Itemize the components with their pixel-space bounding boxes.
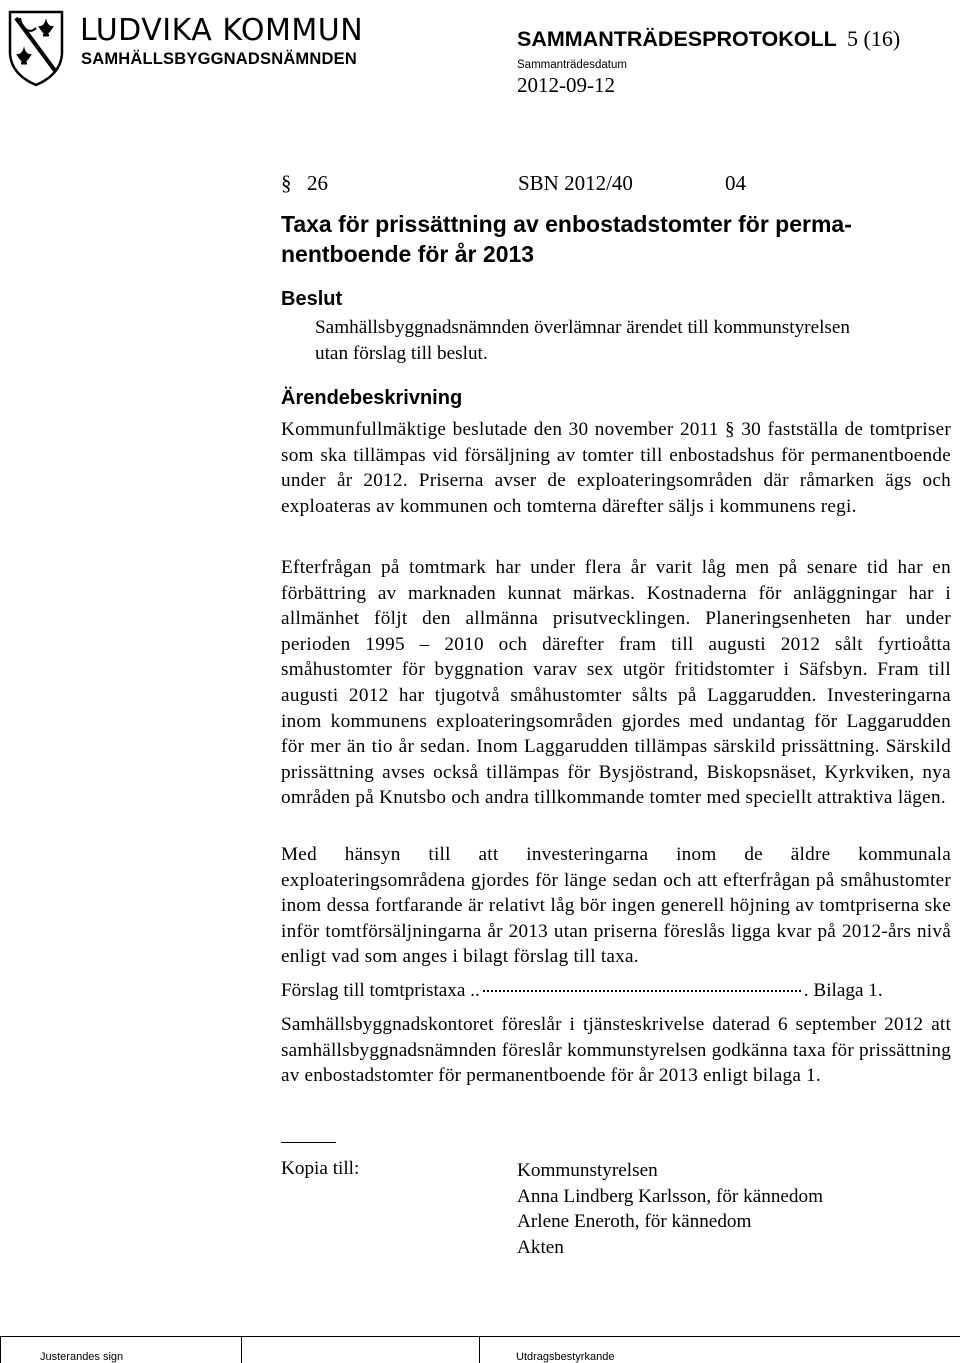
- beslut-line-2: utan förslag till beslut.: [315, 342, 488, 364]
- document-type: SAMMANTRÄDESPROTOKOLL: [517, 27, 837, 51]
- date-label: Sammanträdesdatum: [517, 59, 627, 71]
- case-number: SBN 2012/40: [518, 171, 633, 195]
- meeting-date: 2012-09-12: [517, 73, 615, 97]
- forslag-line: [281, 978, 951, 1004]
- list-item: Arlene Eneroth, för kännedom: [517, 1211, 752, 1233]
- title-line-2: nentboende för år 2013: [281, 241, 535, 267]
- forslag-bilaga: . Bilaga 1.: [803, 980, 883, 1001]
- arende-paragraph-1: Kommunfullmäktige beslutade den 30 november 2011 § 30 fastställa de tomtpriser som ska tillämpas vid försäljning av tomter till enbostadshus för permanentboende under år 2012. Priserna avser de exploateringsområden där råmarken ägs och exploateras av kommunen och tomterna därefter säljs i kommunens regi.: [281, 419, 951, 517]
- kopia-label: Kopia till:: [281, 1158, 360, 1179]
- arende-paragraph-2: [281, 555, 951, 811]
- title-line-1: Taxa för prissättning av enbostadstomter för perma-: [281, 211, 852, 237]
- divider: [281, 1142, 336, 1143]
- list-item: Kommunstyrelsen: [517, 1160, 658, 1181]
- footer-rule: [0, 1336, 960, 1337]
- municipal-crest-icon: [6, 8, 66, 88]
- forslag-label: Förslag till tomtpristaxa ..: [281, 980, 480, 1001]
- paragraph-sign: §: [281, 171, 292, 195]
- kopia-list: [517, 1158, 823, 1261]
- paragraph-number: 26: [307, 171, 328, 195]
- org-department: SAMHÄLLSBYGGNADSNÄMNDEN: [81, 50, 357, 68]
- footer-cell: [0, 1336, 1, 1363]
- page-title: [281, 209, 941, 269]
- arende-paragraph-2a: Efterfrågan på tomtmark har under flera år varit låg men på senare tid har en förbättring av marknaden kunnat märkas. Kostnaderna för anläggningar har i allmänhet följt den allmänna prisutvecklingen.: [281, 557, 951, 630]
- page-number: 5 (16): [847, 26, 901, 51]
- utdragsbestyrkande-label: Utdragsbestyrkande: [516, 1351, 615, 1363]
- list-item: Anna Lindberg Karlsson, för kännedom: [517, 1185, 824, 1207]
- footer-cell: [241, 1336, 242, 1363]
- justerandes-sign-label: Justerandes sign: [40, 1351, 124, 1363]
- arende-paragraph-2b: Planeringsenheten har under perioden 1995 – 2010 och därefter fram till augusti 2012 sålt fyrtioåtta småhustomter för byggnation varav sex utgör fritidstomter i Säfsbyn. Fram till augusti 2012 har tjugotvå småhustomter sålts på Laggarudden. Investeringarna inom kommunens exploateringsområden gjordes med undantag för Laggarudden för mer än tio år sedan. Inom Laggarudden tillämpas särskild prissättning. Särskild prissättning avses också tillämpas för Bysjöstrand, Biskopsnäset, Kyrkviken, nya områden på Knutsbo och andra tillkommande tomter med speciellt attraktiva lägen.: [281, 608, 951, 809]
- arende-paragraph-3: Med hänsyn till att investeringarna inom de äldre kommunala exploateringsområdena gjordes för länge sedan och att efterfrågan på småhustomter inom dessa fortfarande är relativt låg bör ingen generell höjning av tomtpriserna ske inför tomtförsäljningarna år 2013 utan priserna föreslås ligga kvar på 2012-års nivå enligt vad som anges i bilagt förslag till taxa.: [281, 844, 951, 968]
- beslut-line-1: Samhällsbyggnadsnämnden överlämnar ärendet till kommunstyrelsen: [315, 317, 850, 338]
- arendebeskrivning-label: Ärendebeskrivning: [281, 387, 463, 409]
- beslut-text: [315, 315, 955, 366]
- case-code: 04: [725, 171, 746, 195]
- arende-paragraph-4: Samhällsbyggnadskontoret föreslår i tjänsteskrivelse daterad 6 september 2012 att samhällsbyggnadsnämnden föreslår kommunstyrelsen godkänna taxa för prissättning av enbostadstomter för permanentboende för år 2013 enligt bilaga 1.: [281, 1014, 951, 1087]
- footer-cell: [479, 1336, 480, 1363]
- dot-leader: [483, 986, 801, 992]
- list-item: Akten: [517, 1237, 564, 1259]
- org-name: LUDVIKA KOMMUN: [80, 13, 364, 48]
- beslut-label: Beslut: [281, 288, 343, 310]
